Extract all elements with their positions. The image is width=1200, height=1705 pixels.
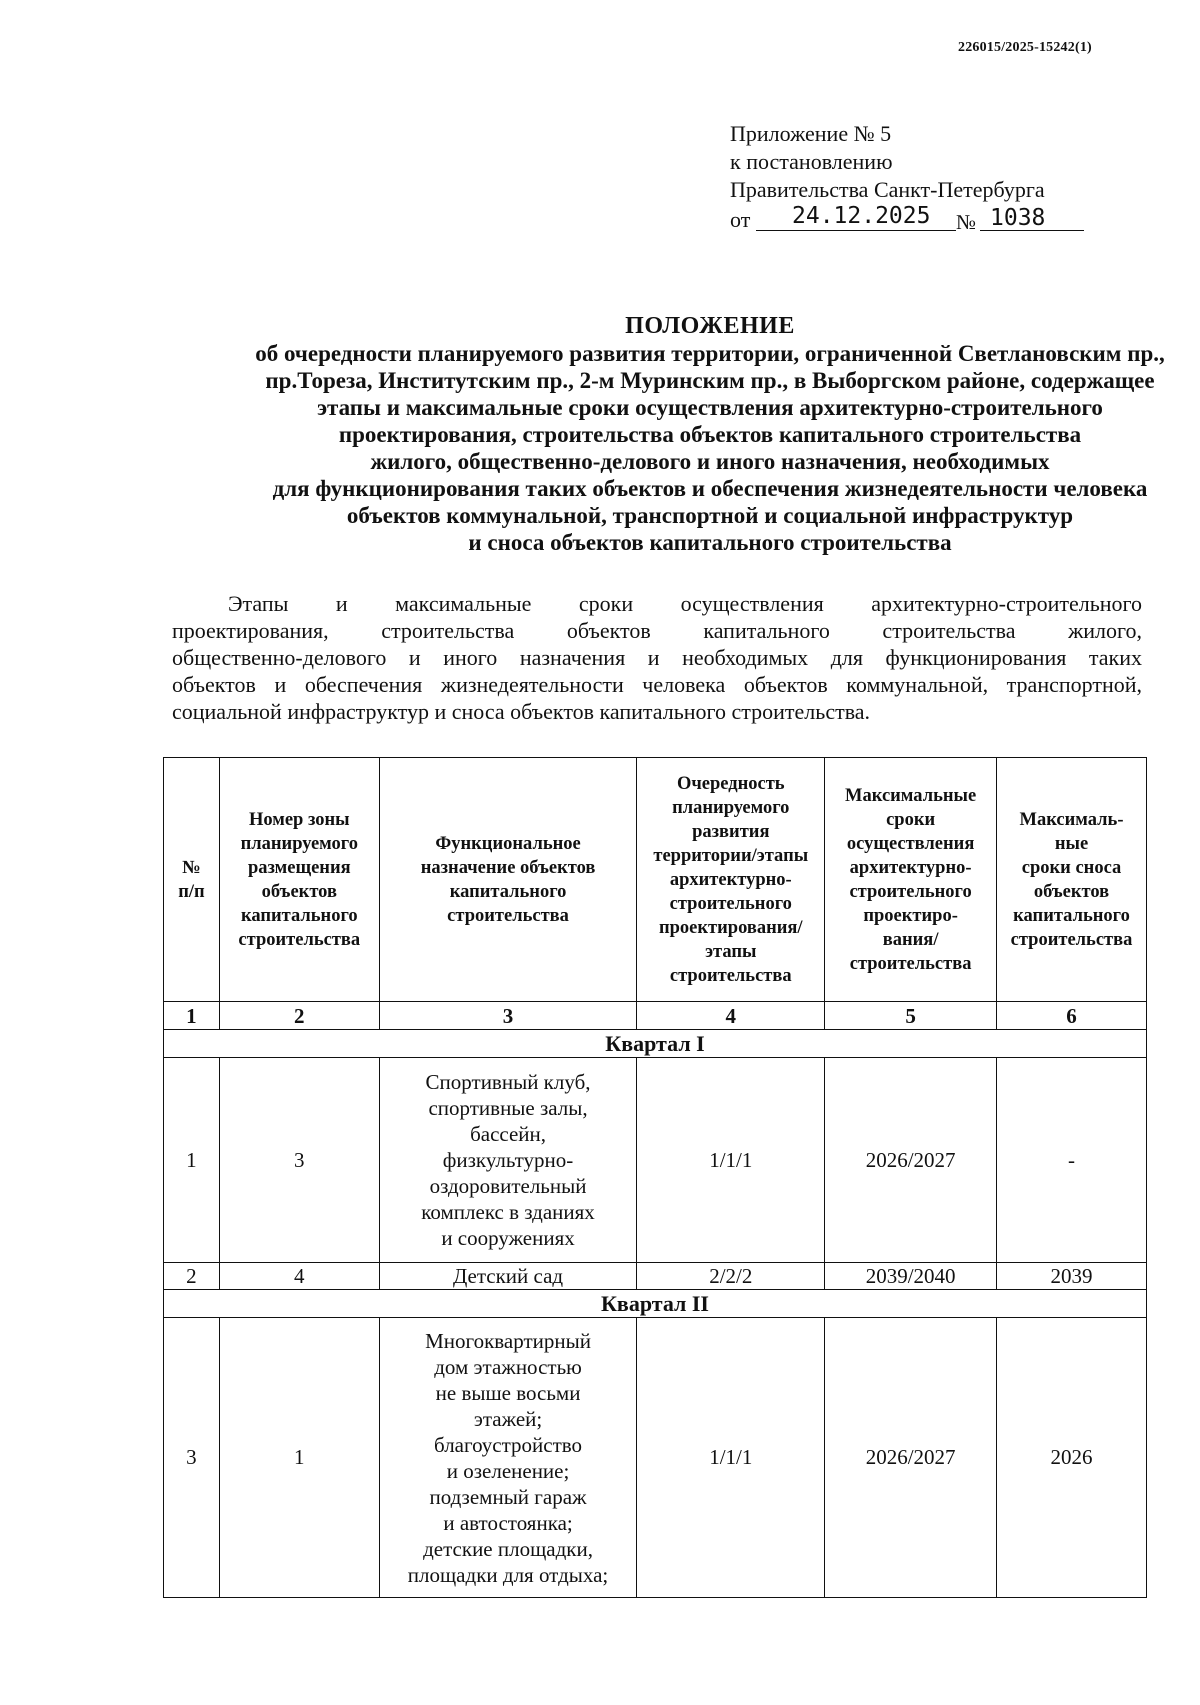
header-purpose: [379, 758, 637, 1002]
intro-line: проектирования, строительства объектов капитального строительства жилого,: [172, 618, 1142, 643]
header-text: вания/: [882, 929, 939, 950]
header-text: строительства: [238, 929, 361, 950]
decree-date: 24.12.2025: [792, 203, 931, 229]
cell-purpose: [379, 1318, 637, 1598]
table-header-row: [164, 758, 1147, 1002]
quarter-row: [164, 1030, 1147, 1058]
header-text: территории/этапы: [653, 845, 809, 866]
header-text: объектов: [261, 881, 337, 902]
header-text: архитектурно-: [849, 857, 972, 878]
header-text: п/п: [178, 881, 205, 902]
purpose-line: и сооружениях: [441, 1226, 575, 1250]
table-row: [164, 1263, 1147, 1290]
decree-number: 1038: [990, 205, 1046, 231]
header-text: строительства: [849, 953, 972, 974]
column-number: 6: [997, 1002, 1147, 1030]
column-number: 2: [219, 1002, 379, 1030]
header-text: назначение объектов: [420, 857, 596, 878]
cell-zone: 4: [219, 1263, 379, 1290]
appendix-block: [730, 120, 1045, 234]
header-text: капитального: [240, 905, 358, 926]
header-text: объектов: [1033, 881, 1110, 902]
cell-demolition: 2026: [997, 1318, 1147, 1598]
date-underline: [756, 230, 956, 231]
column-number: 5: [825, 1002, 997, 1030]
purpose-line: этажей;: [473, 1406, 543, 1431]
cell-build-terms: 2039/2040: [825, 1263, 997, 1290]
header-text: №: [182, 857, 201, 878]
purpose-line: и автостоянка;: [443, 1510, 573, 1535]
cell-order: 2/2/2: [637, 1263, 825, 1290]
cell-purpose: Детский сад: [379, 1263, 637, 1290]
header-text: капитального: [449, 881, 567, 902]
column-number: 3: [379, 1002, 637, 1030]
number-sign: №: [956, 210, 977, 234]
purpose-line: Многоквартирный: [425, 1328, 591, 1353]
cell-num: 1: [164, 1058, 220, 1263]
quarter-row: [164, 1290, 1147, 1318]
purpose-line: Спортивный клуб,: [425, 1070, 591, 1094]
quarter-title: Квартал II: [164, 1290, 1147, 1318]
header-text: размещения: [247, 857, 351, 878]
appendix-authority: Правительства Санкт-Петербурга: [730, 177, 1045, 202]
header-text: строительного: [669, 893, 792, 914]
quarter-title: Квартал I: [164, 1030, 1147, 1058]
header-build-terms: [825, 758, 997, 1002]
stages-table: [163, 757, 1147, 1598]
column-number-row: [164, 1002, 1147, 1030]
header-zone: [219, 758, 379, 1002]
title-line: пр.Тореза, Институтским пр., 2-м Муринским пр., в Выборгском районе, содержащее: [265, 368, 1155, 393]
document-registration-number: 226015/2025-15242(1): [958, 40, 1092, 55]
title-line: проектирования, строительства объектов капитального строительства: [338, 422, 1082, 447]
header-text: проектирования/: [658, 917, 803, 938]
intro-paragraph: [172, 590, 1142, 725]
column-number: 1: [164, 1002, 220, 1030]
appendix-title: Приложение № 5: [730, 121, 892, 146]
header-text: сроки сноса: [1021, 857, 1122, 878]
header-text: осуществления: [846, 833, 975, 854]
purpose-line: площадки для отдыха;: [407, 1562, 609, 1587]
purpose-line: физкультурно-: [442, 1148, 574, 1172]
cell-demolition: -: [997, 1058, 1147, 1263]
header-text: Максималь-: [1019, 809, 1124, 830]
header-text: Максимальные: [845, 785, 977, 806]
purpose-line: и озеленение;: [446, 1458, 570, 1483]
header-text: этапы: [705, 941, 757, 962]
header-text: строительства: [447, 905, 569, 926]
title-line: объектов коммунальной, транспортной и социальной инфраструктур: [346, 503, 1074, 528]
header-text: строительства: [1010, 929, 1133, 950]
purpose-line: бассейн,: [470, 1122, 547, 1146]
purpose-line: детские площадки,: [423, 1536, 593, 1561]
header-text: Функциональное: [435, 833, 581, 854]
header-number: [164, 758, 220, 1002]
header-text: строительства: [669, 965, 792, 986]
intro-line: Этапы и максимальные сроки осуществления архитектурно-строительного: [228, 591, 1142, 616]
purpose-line: спортивные залы,: [428, 1096, 588, 1120]
cell-order: 1/1/1: [637, 1058, 825, 1263]
cell-build-terms: 2026/2027: [825, 1318, 997, 1598]
purpose-line: комплекс в зданиях: [421, 1200, 595, 1224]
header-text: капитального: [1013, 905, 1130, 926]
purpose-line: дом этажностью: [434, 1354, 582, 1379]
title-line: для функционирования таких объектов и обеспечения жизнедеятельности человека: [272, 476, 1148, 501]
cell-num: 3: [164, 1318, 220, 1598]
appendix-date-line: [730, 204, 1045, 234]
purpose-line: не выше восьми: [435, 1380, 581, 1405]
title-line: и сноса объектов капитального строительства: [468, 530, 952, 555]
cell-zone: 3: [219, 1058, 379, 1263]
header-text: ные: [1054, 833, 1089, 854]
purpose-line: оздоровительный: [429, 1174, 587, 1198]
title-heading: ПОЛОЖЕНИЕ: [625, 313, 795, 339]
title-line: этапы и максимальные сроки осуществления архитектурно-строительного: [317, 395, 1103, 420]
title-line: жилого, общественно-делового и иного назначения, необходимых: [370, 449, 1050, 474]
header-text: архитектурно-: [669, 869, 792, 890]
column-number: 4: [637, 1002, 825, 1030]
header-text: сроки: [886, 809, 936, 830]
document-title: [170, 313, 1200, 556]
header-text: планируемого: [240, 833, 358, 854]
date-prefix: от: [730, 207, 751, 232]
purpose-line: благоустройство: [434, 1432, 583, 1457]
cell-purpose: [379, 1058, 637, 1263]
header-demolition: [997, 758, 1147, 1002]
purpose-line: подземный гараж: [429, 1484, 587, 1509]
title-line: об очередности планируемого развития территории, ограниченной Светлановским пр.,: [255, 341, 1165, 366]
header-text: развития: [692, 821, 770, 842]
cell-order: 1/1/1: [637, 1318, 825, 1598]
cell-num: 2: [164, 1263, 220, 1290]
header-order: [637, 758, 825, 1002]
header-text: строительного: [849, 881, 972, 902]
table-row: [164, 1318, 1147, 1598]
header-text: Номер зоны: [248, 809, 350, 830]
intro-line: общественно-делового и иного назначения и необходимых для функционирования таких: [172, 645, 1142, 670]
intro-line: социальной инфраструктур и сноса объектов капитального строительства.: [172, 699, 871, 724]
intro-line: объектов и обеспечения жизнедеятельности человека объектов коммунальной, транспортной,: [172, 672, 1142, 697]
header-text: планируемого: [672, 797, 790, 818]
header-text: Очередность: [676, 773, 785, 794]
cell-zone: 1: [219, 1318, 379, 1598]
cell-build-terms: 2026/2027: [825, 1058, 997, 1263]
appendix-reference: к постановлению: [730, 149, 893, 174]
header-text: проектиро-: [863, 905, 958, 926]
cell-demolition: 2039: [997, 1263, 1147, 1290]
table-row: [164, 1058, 1147, 1263]
